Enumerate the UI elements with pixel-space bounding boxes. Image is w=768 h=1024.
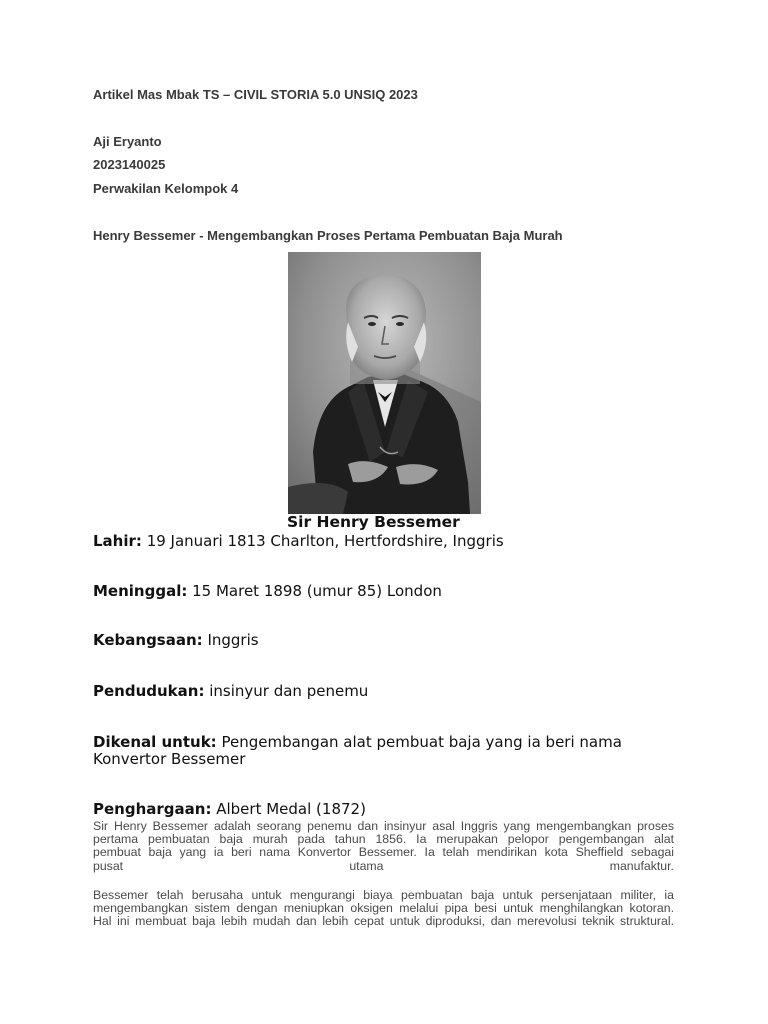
paragraph-line [93, 860, 674, 873]
field-award-value: Albert Medal (1872) [216, 800, 366, 818]
author-id: 2023140025 [93, 157, 166, 172]
field-known-for [93, 734, 653, 768]
field-occupation-value: insinyur dan penemu [209, 682, 369, 700]
paragraph-intro [93, 820, 674, 873]
paragraph-line: pembuat baja yang ia beri nama Konvertor Bessemer. Ia telah mendirikan kota Sheffield sebagai [93, 846, 674, 860]
field-award-label: Penghargaan: [93, 800, 212, 818]
field-nationality-value: Inggris [207, 631, 259, 649]
author-name: Aji Eryanto [93, 134, 162, 149]
field-occupation [93, 683, 683, 700]
field-nationality [93, 632, 683, 649]
paragraph-word: pusat [93, 859, 124, 873]
portrait-photo [288, 252, 481, 514]
field-born-value: 19 Januari 1813 Charlton, Hertfordshire, Inggris [146, 532, 504, 550]
paragraph-line: mengembangkan sistem dengan meniupkan oksigen melalui pipa besi untuk menghilangkan kotoran. [93, 902, 674, 916]
field-died-label: Meninggal: [93, 582, 188, 600]
paragraph-word: manufaktur. [609, 859, 674, 873]
paragraph-line: pertama pembuatan baja murah pada tahun 1856. Ia merupakan pelopor pengembangan alat [93, 833, 674, 847]
field-known-value: Pengembangan alat pembuat baja yang ia beri nama Konvertor Bessemer [93, 733, 622, 768]
field-died [93, 583, 683, 600]
field-known-label: Dikenal untuk: [93, 733, 217, 751]
field-award [93, 801, 683, 818]
paragraph-line: Bessemer telah berusaha untuk mengurangi biaya pembuatan baja untuk persenjataan militer, ia [93, 889, 674, 902]
paragraph-line: Sir Henry Bessemer adalah seorang penemu dan insinyur asal Inggris yang mengembangkan proses [93, 820, 674, 833]
field-nationality-label: Kebangsaan: [93, 631, 203, 649]
paragraph-bessemer-process [93, 889, 674, 929]
article-heading: Henry Bessemer - Mengembangkan Proses Pertama Pembuatan Baja Murah [93, 228, 563, 243]
field-occupation-label: Pendudukan: [93, 682, 205, 700]
field-died-value: 15 Maret 1898 (umur 85) London [192, 582, 442, 600]
paragraph-line: Hal ini membuat baja lebih mudah dan lebih cepat untuk diproduksi, dan merevolusi teknik struktural. [93, 915, 674, 929]
portrait-caption: Sir Henry Bessemer [287, 513, 460, 531]
field-born-label: Lahir: [93, 532, 142, 550]
paragraph-word: utama [349, 859, 384, 873]
group-label: Perwakilan Kelompok 4 [93, 181, 239, 196]
field-born [93, 533, 683, 550]
article-title: Artikel Mas Mbak TS – CIVIL STORIA 5.0 UNSIQ 2023 [93, 87, 418, 102]
